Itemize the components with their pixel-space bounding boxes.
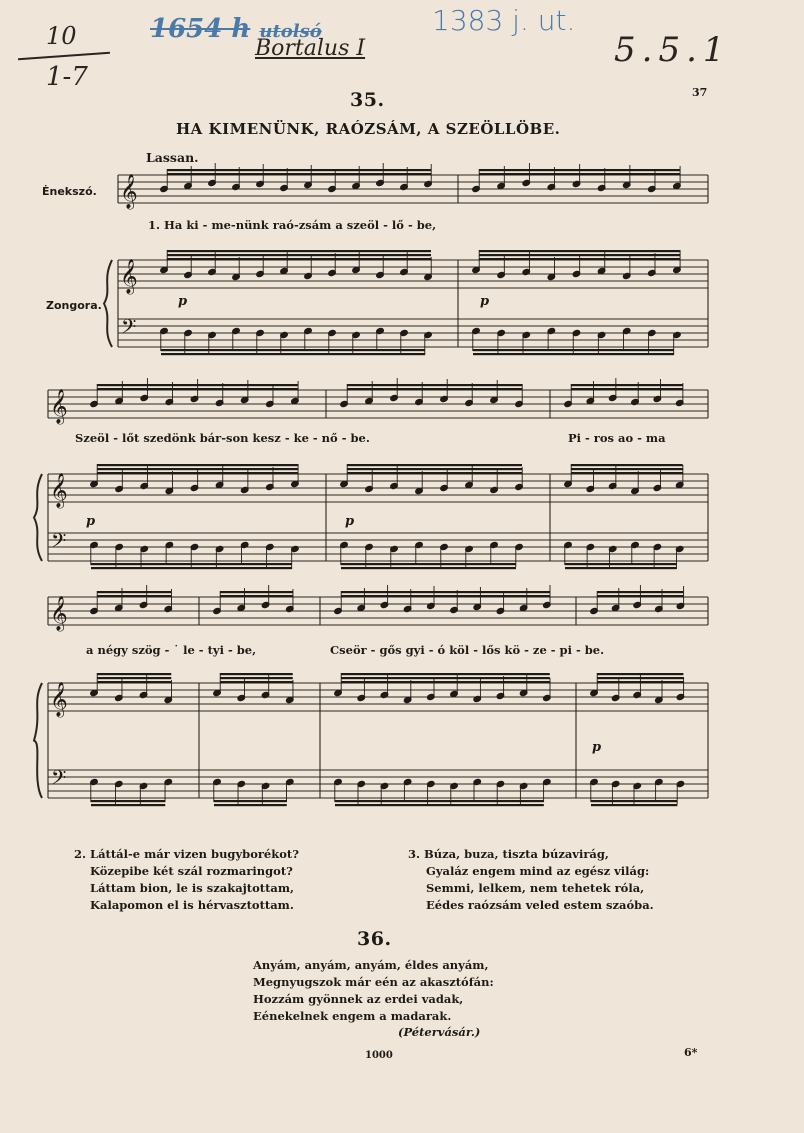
beam [167,258,431,260]
beam [97,472,298,474]
dynamic-marking: p [592,740,602,755]
big-handwritten-number: 5.5.1 [614,30,731,70]
verse-2 [74,846,299,914]
beam [565,567,677,569]
treble-clef: 𝄞 [50,682,68,717]
beam [220,677,293,679]
beam [97,388,298,390]
beam [335,800,544,802]
beam [161,349,425,351]
verse-line: Semmi, lelkem, nem tehetek róla, [426,881,645,895]
handwritten-fraction-bottom: 1-7 [46,62,88,92]
beam [473,353,674,355]
bass-clef: 𝄢 [51,766,67,794]
beam [347,384,522,386]
brace [34,474,42,561]
beam [597,681,683,683]
lyric-line-1: 1. Ha ki - me-nünk raó-zsám a szeöl - lő - be, [148,218,437,232]
song-title: HA KIMENÜNK, RAÓZSÁM, A SZEÖLLÖBE. [176,120,561,138]
song-36-text [253,957,494,1025]
lyric-line-4: a négy szög - ˙ le - tyi - be, [86,643,257,657]
beam [571,388,683,390]
beam [479,254,680,256]
author-note: Bortalus I [255,36,366,61]
treble-clef: 𝄞 [120,174,138,209]
beam [167,250,431,252]
beam [341,677,550,679]
page-number: 37 [692,86,708,99]
lyric-line-5: Cseör - gős gyi - ó köl - lős kö - ze - pi - be. [330,643,605,657]
verse-line: 2. Láttál-e már vizen bugyborékot? [74,847,299,861]
treble-clef: 𝄞 [120,259,138,294]
beam [341,563,516,565]
verse-3 [408,846,654,914]
beam [341,673,550,675]
verse-line: Láttam bion, le is szakajtottam, [90,881,295,895]
verse-line: Eédes raózsám veled estem szaóba. [426,898,654,912]
beam [161,353,425,355]
beam [220,681,293,683]
beam [591,804,677,806]
sheet-mark: 6* [684,1046,698,1059]
beam [347,468,522,470]
beam [571,468,683,470]
beam [571,464,683,466]
beam [97,384,298,386]
beam [591,800,677,802]
verse-line: Anyám, anyám, anyám, éldes anyám, [253,958,489,972]
voice-label: Ėnekszó. [42,185,97,198]
beam [479,258,680,260]
beam [220,595,293,597]
beam [597,591,683,593]
beam [479,169,680,171]
verse-line: Kalapomon el is hérvasztottam. [90,898,294,912]
catalog-note: 1383 j. ut. [432,4,576,37]
brace [34,683,42,798]
dynamic-marking: p [345,514,355,529]
beam [214,804,287,806]
verse-line: Gyaláz engem mind az egész világ: [426,864,650,878]
verse-line: Eénekelnek engem a madarak. [253,1009,452,1023]
treble-clef: 𝄞 [50,596,68,631]
dynamic-marking: p [178,294,188,309]
beam [571,472,683,474]
beam [97,673,171,675]
piano-label: Zongora. [46,299,102,312]
beam [571,384,683,386]
beam [565,563,677,565]
tempo-marking: Lassan. [146,150,199,165]
beam [97,677,171,679]
beam [91,567,292,569]
beam [91,563,292,565]
beam [97,591,171,593]
crossed-number: 1654 h [150,14,251,44]
beam [597,595,683,597]
beam [347,464,522,466]
beam [341,595,550,597]
beam [479,173,680,175]
notes [50,163,685,806]
beam [97,464,298,466]
beam [97,681,171,683]
dynamic-marking: p [86,514,96,529]
verse-line: Megnyugszok már eén az akasztófán: [253,975,494,989]
beam [347,472,522,474]
beam [214,800,287,802]
bass-clef: 𝄢 [51,529,67,557]
song-number: 35. [350,89,385,111]
beam [597,677,683,679]
beam [341,567,516,569]
beam [220,673,293,675]
treble-clef: 𝄞 [50,473,68,508]
beam [91,800,165,802]
beam [167,169,431,171]
beam [97,595,171,597]
verse-line: Közepibe két szál rozmaringot? [90,864,293,878]
beam [91,804,165,806]
beam [341,681,550,683]
crossed-word: utolsó [259,21,322,42]
song-36-place: (Pétervásár.) [398,1025,481,1039]
beam [167,254,431,256]
treble-clef: 𝄞 [50,389,68,424]
beam [473,349,674,351]
beam [341,591,550,593]
beam [97,468,298,470]
beam [335,804,544,806]
song-36-number: 36. [357,928,392,950]
brace [104,260,112,347]
handwritten-fraction-top: 10 [46,22,77,50]
beam [167,173,431,175]
beam [347,388,522,390]
beam [479,250,680,252]
lyric-line-3: Pi - ros ao - ma [568,431,666,445]
dynamic-marking: p [480,294,490,309]
print-code: 1000 [365,1050,393,1061]
lyric-line-2: Szeöl - lőt szedönk bár-son kesz - ke - nő - be. [75,431,370,445]
beam [597,673,683,675]
verse-line: Hozzám gyönnek az erdei vadak, [253,992,464,1006]
bass-clef: 𝄢 [121,315,137,343]
beam [220,591,293,593]
verse-line: 3. Búza, buza, tiszta búzavirág, [408,847,609,861]
